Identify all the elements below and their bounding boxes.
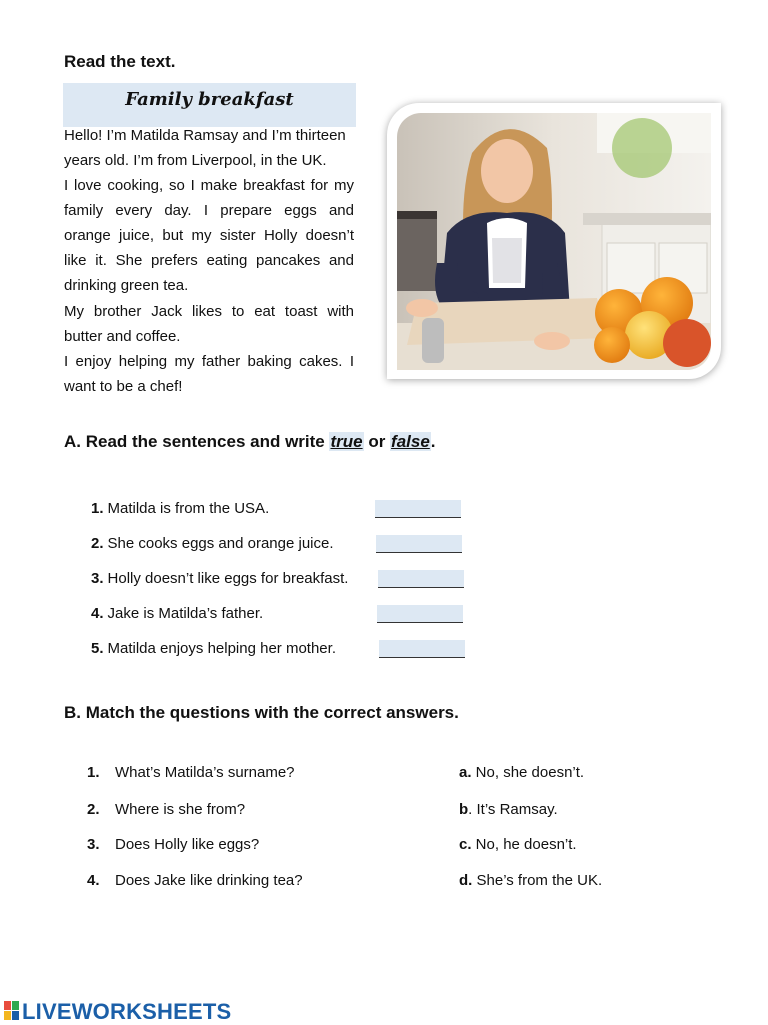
answer-letter: c. [459, 836, 472, 853]
question-number: 3. [87, 836, 100, 853]
tf-item-text: Matilda enjoys helping her mother. [107, 640, 336, 657]
tf-item-number: 2. [91, 535, 104, 552]
tf-item-text: Matilda is from the USA. [107, 500, 270, 517]
answer-field-3[interactable] [378, 570, 464, 588]
story-line: drinking green tea. [64, 277, 189, 294]
answer-letter: d. [459, 872, 473, 889]
keyword-true: true [330, 432, 363, 451]
answer-option [459, 836, 577, 853]
answer-text: No, she doesn’t. [471, 764, 585, 781]
question-text: What’s Matilda’s surname? [115, 764, 295, 781]
story-line: My brother Jack likes to eat toast with [64, 303, 354, 320]
answer-field-2[interactable] [376, 535, 462, 553]
story-line: years old. I’m from Liverpool, in the UK. [64, 152, 327, 169]
section-a-prefix: A. Read the sentences and write [64, 432, 330, 451]
tf-item [91, 570, 348, 587]
instruction-heading: Read the text. [64, 52, 176, 71]
question-text: Does Jake like drinking tea? [115, 872, 303, 889]
answer-field-5[interactable] [379, 640, 465, 658]
story-line: orange juice, but my sister Holly doesn’t [64, 227, 354, 244]
tf-item [91, 640, 336, 657]
story-line: like it. She prefers eating pancakes and [64, 252, 354, 269]
story-line: Hello! I’m Matilda Ramsay and I’m thirteen [64, 127, 346, 144]
section-b-heading: B. Match the questions with the correct answers. [64, 703, 459, 722]
story-title: Family breakfast [125, 89, 294, 110]
story-line: want to be a chef! [64, 378, 183, 395]
answer-letter: b [459, 801, 469, 818]
question-text: Does Holly like eggs? [115, 836, 260, 853]
answer-text: . It’s Ramsay. [468, 801, 558, 818]
question-number: 2. [87, 801, 100, 818]
section-a-or: or [363, 432, 391, 451]
answer-letter: a. [459, 764, 472, 781]
liveworksheets-logo-icon [4, 1001, 20, 1020]
section-a-suffix: . [430, 432, 436, 451]
story-line: I love cooking, so I make breakfast for my [64, 177, 354, 194]
answer-option [459, 801, 558, 818]
tf-item-text: Holly doesn’t like eggs for breakfast. [107, 570, 349, 587]
answer-text: No, he doesn’t. [471, 836, 577, 853]
liveworksheets-logo[interactable]: LIVEWORKSHEETS [22, 999, 232, 1024]
keyword-false: false [391, 432, 430, 451]
answer-text: She’s from the UK. [472, 872, 603, 889]
story-title-box [63, 83, 356, 127]
answer-option [459, 872, 602, 889]
answer-field-4[interactable] [377, 605, 463, 623]
answer-field-1[interactable] [375, 500, 461, 518]
answer-option [459, 764, 584, 781]
section-a-heading [64, 432, 436, 452]
tf-item-number: 5. [91, 640, 104, 657]
question-number: 1. [87, 764, 100, 781]
tf-item-number: 4. [91, 605, 104, 622]
tf-item-number: 1. [91, 500, 104, 517]
tf-item-text: Jake is Matilda’s father. [107, 605, 264, 622]
question-text: Where is she from? [115, 801, 246, 818]
question-number: 4. [87, 872, 100, 889]
tf-item [91, 500, 269, 517]
story-line: I enjoy helping my father baking cakes. I [64, 353, 354, 370]
tf-item-number: 3. [91, 570, 104, 587]
story-line: family every day. I prepare eggs and [64, 202, 354, 219]
kitchen-photo [397, 113, 711, 370]
tf-item-text: She cooks eggs and orange juice. [107, 535, 334, 552]
story-line: butter and coffee. [64, 328, 181, 345]
tf-item [91, 535, 334, 552]
tf-item [91, 605, 263, 622]
